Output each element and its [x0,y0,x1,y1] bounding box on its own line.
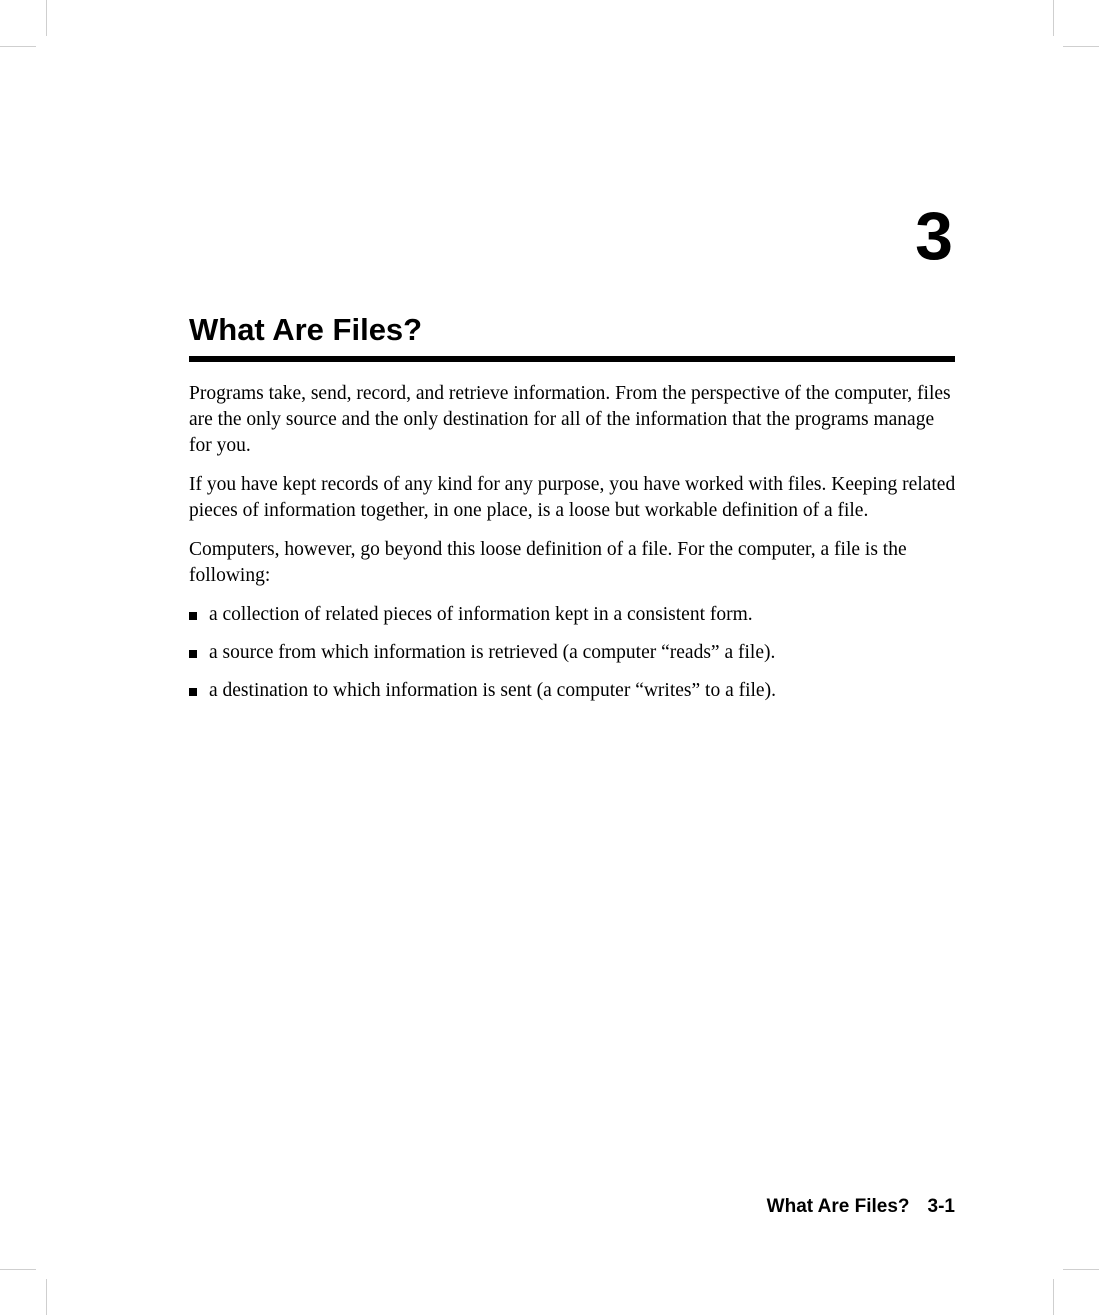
crop-mark [46,1279,47,1315]
title-rule [189,356,955,362]
paragraph: If you have kept records of any kind for any purpose, you have worked with files. Keeping related pieces of information together, in one place, is a loose but workable definition of a file. [189,474,956,521]
page-footer [767,1195,955,1219]
square-bullet-icon [189,688,197,696]
crop-mark [1053,0,1054,36]
square-bullet-icon [189,612,197,620]
crop-mark [0,46,36,47]
square-bullet-icon [189,650,197,658]
list-item [189,640,959,666]
list-item [189,678,959,704]
chapter-title: What Are Files? [189,312,423,347]
list-item [189,602,959,628]
crop-mark [1053,1279,1054,1315]
chapter-body [189,381,959,716]
page-number: 3-1 [927,1196,955,1217]
list-item-text: a destination to which information is sent (a computer “writes” to a file). [209,680,776,701]
paragraph: Computers, however, go beyond this loose definition of a file. For the computer, a file is the following: [189,539,907,586]
list-item-text: a source from which information is retrieved (a computer “reads” a file). [209,642,776,663]
crop-mark [0,1269,36,1270]
running-title: What Are Files? [766,1196,910,1217]
chapter-number: 3 [915,198,953,274]
list-item-text: a collection of related pieces of information kept in a consistent form. [209,604,753,625]
paragraph: Programs take, send, record, and retrieve information. From the perspective of the computer, files are the only source and the only destination for all of the information that the programs manage for you. [189,383,951,456]
crop-mark [1063,1269,1099,1270]
crop-mark [1063,46,1099,47]
crop-mark [46,0,47,36]
bullet-list [189,602,959,704]
